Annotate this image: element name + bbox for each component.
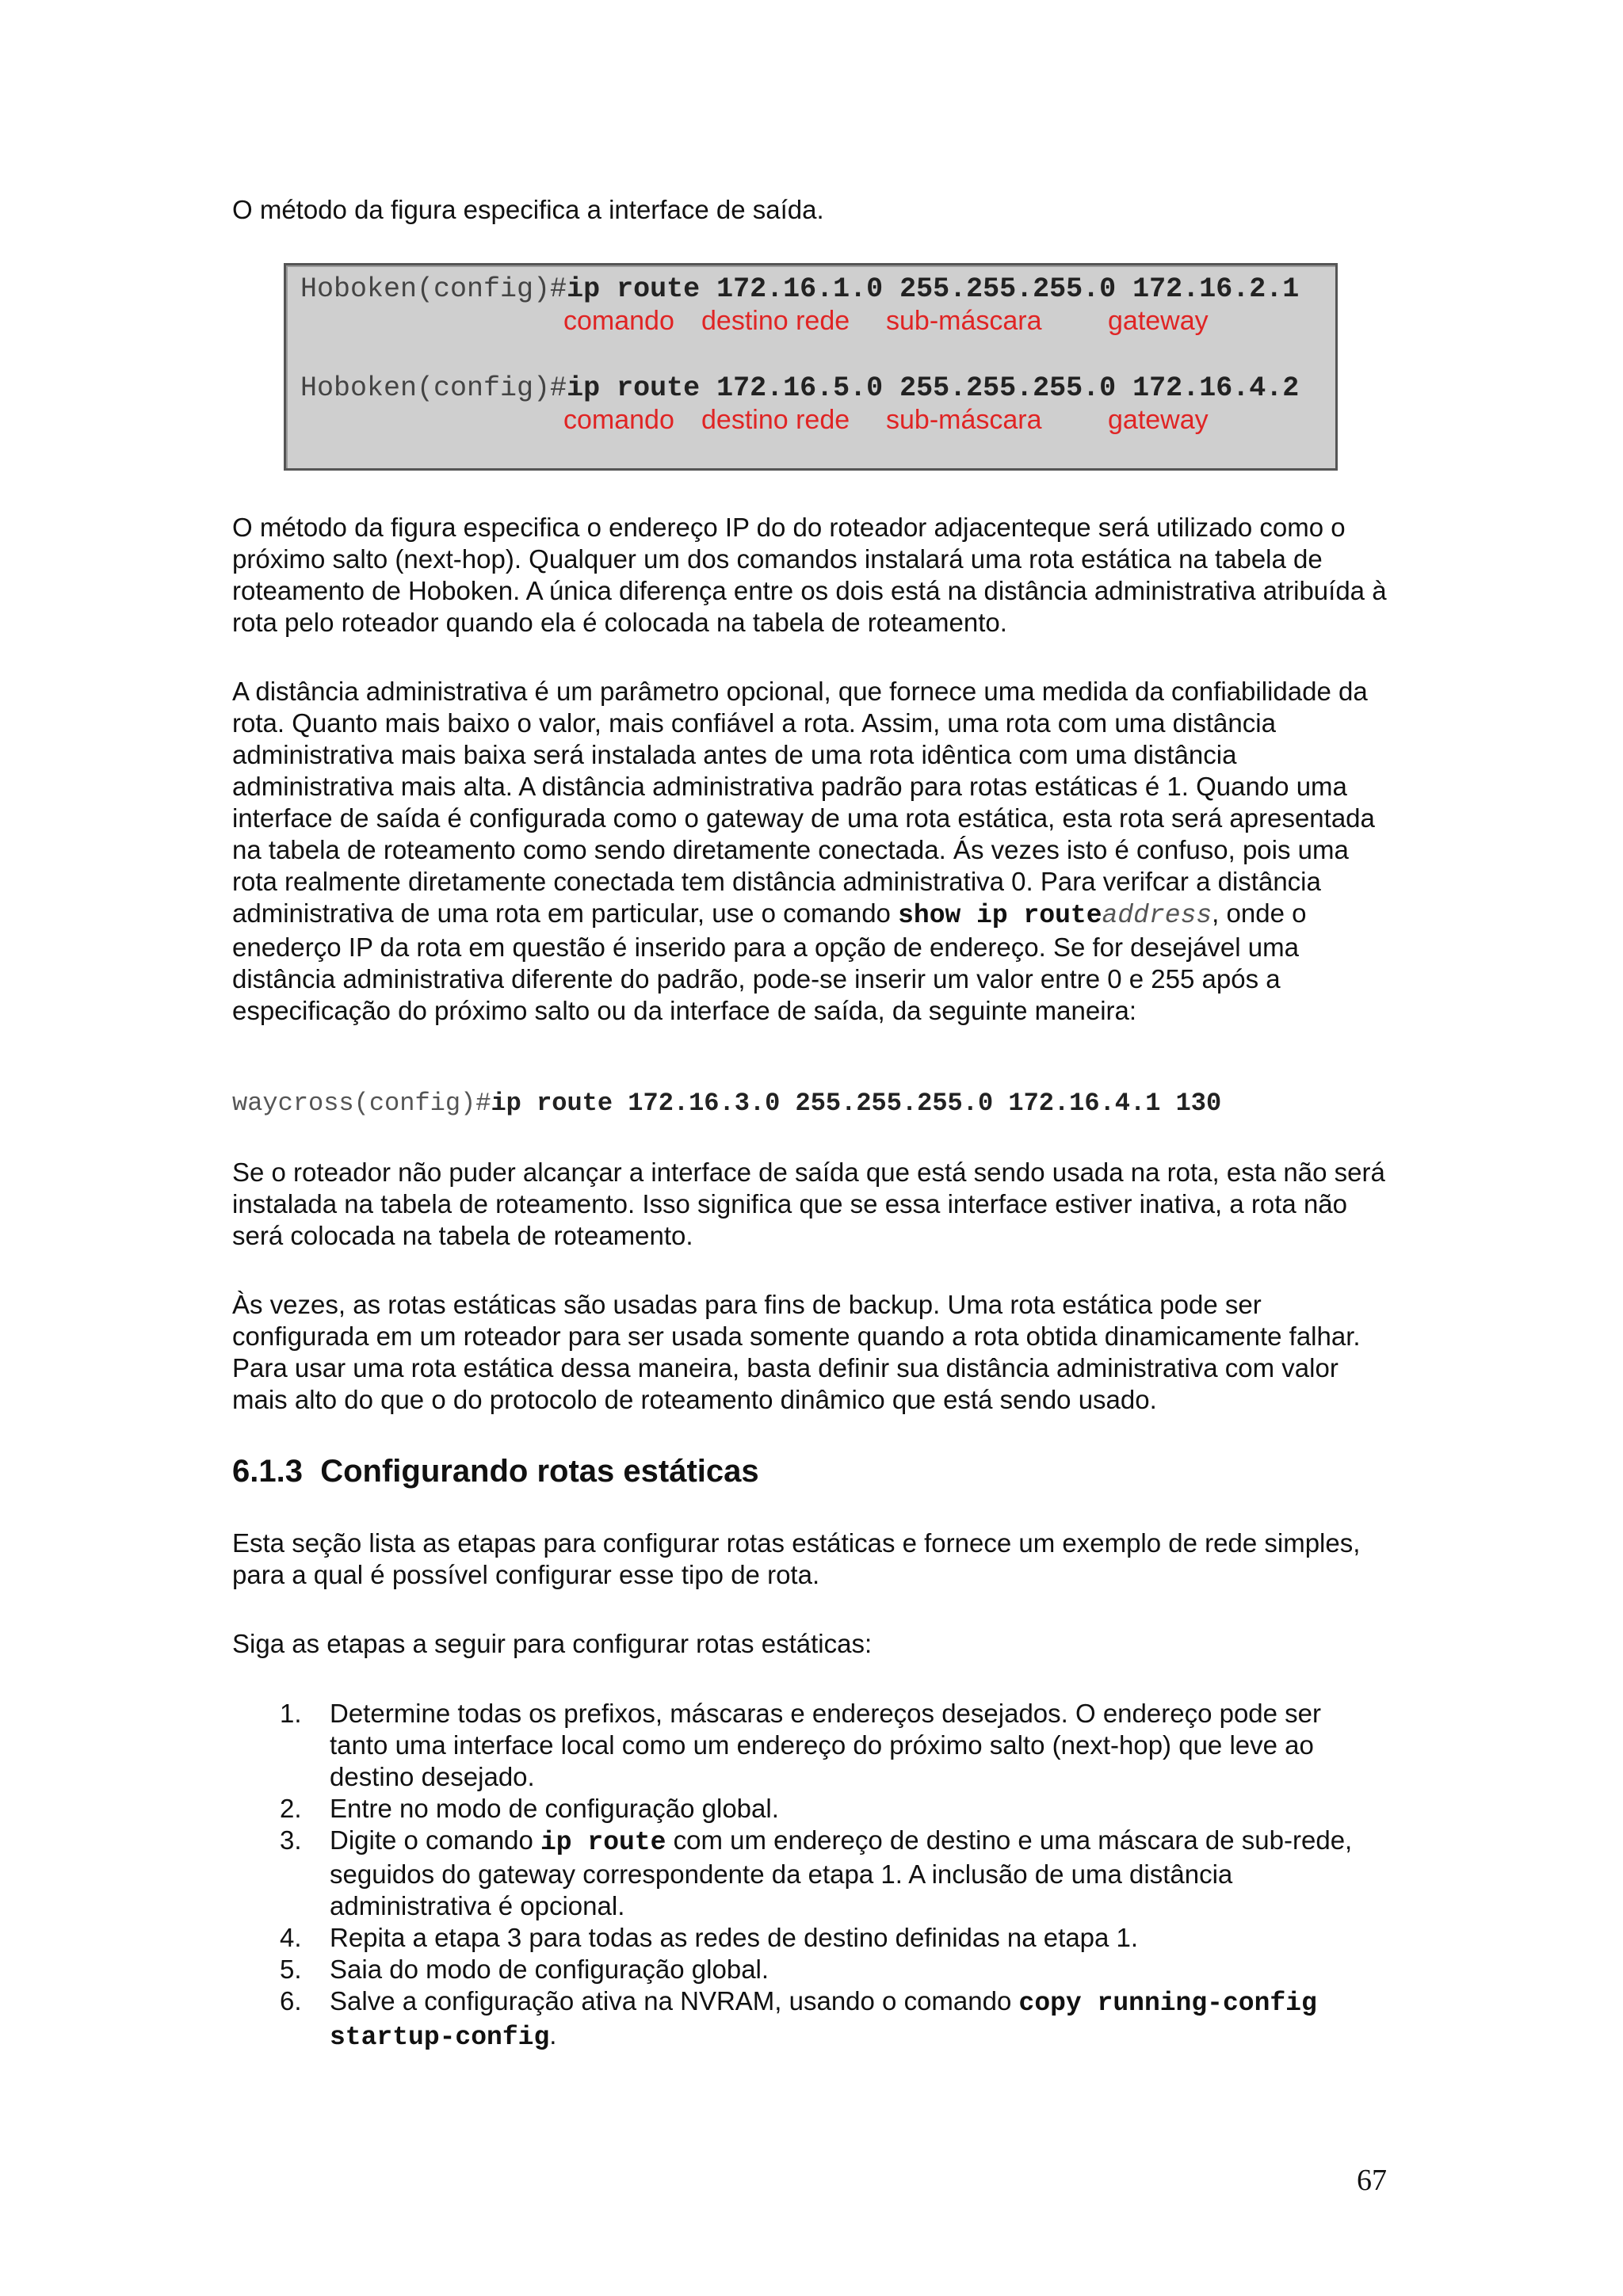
figure-label-mask-2: sub-máscara (886, 405, 1042, 435)
figure-label-gateway-2: gateway (1108, 405, 1209, 435)
list-item: 3. Digite o comando ip route com um endereço de destino e uma máscara de sub-rede, seguidos do gateway correspondente da etapa 1. A inclusão de uma distância administrativa é opcional. (280, 1825, 1353, 1920)
list-item: 2. Entre no modo de configuração global. (280, 1794, 779, 1823)
paragraph-backup-routes: Às vezes, as rotas estáticas são usadas para fins de backup. Uma rota estática pode ser configurada em um roteador para ser usada somente quando a rota obtida dinamicamente falhar. Para usar uma rota estática dessa maneira, basta definir sua distância administrativa com valor mais alto do que o do protocolo de roteamento dinâmico que está sendo usado. (232, 1290, 1361, 1414)
inline-code-ip-route: ip route (540, 1828, 666, 1857)
inline-code-show-ip-route: show ip route (898, 901, 1102, 930)
figure-command-line-1: Hoboken(config)#ip route 172.16.1.0 255.255.255.0 172.16.2.1 (300, 273, 1300, 305)
paragraph-next-hop: O método da figura especifica o endereço IP do do roteador adjacenteque será utilizado como o próximo salto (next-hop). Qualquer um dos comandos instalará uma rota estática na tabela de roteamento de Hoboken. A única diferença entre os dois está na distância administrativa atribuída à rota pelo roteador quando ela é colocada na tabela de roteamento. (232, 513, 1387, 637)
page-number: 67 (1357, 2164, 1387, 2197)
paragraph-section-intro: Esta seção lista as etapas para configurar rotas estáticas e fornece um exemplo de rede simples, para a qual é possível configurar esse tipo de rota. (232, 1528, 1361, 1589)
figure-label-destination-2: destino rede (701, 405, 850, 435)
list-item: 5. Saia do modo de configuração global. (280, 1955, 769, 1984)
inline-code-address-arg: address (1102, 901, 1212, 930)
paragraph-administrative-distance: A distância administrativa é um parâmetro opcional, que fornece uma medida da confiabilidade da rota. Quanto mais baixo o valor, mais confiável a rota. Assim, uma rota com uma distância administrativa mais baixa será instalada antes de uma rota idêntica com uma distância administrativa mais alta. A distância administrativa padrão para rotas estáticas é 1. Quando uma interface de saída é configurada como o gateway de uma rota estática, esta rota será apresentada na tabela de roteamento como sendo diretamente conectada. Ás vezes isto é confuso, pois uma rota realmente diretamente conectada tem distância administrativa 0. Para verifcar a distância administrativa de uma rota em particular, use o comando show ip routeaddress, onde o enederço IP da rota em questão é inserido para a opção de endereço. Se for desejável uma distância administrativa diferente do padrão, pode-se inserir um valor entre 0 e 255 após a especificação do próximo salto ou da interface de saída, da seguinte maneira: (232, 677, 1375, 1025)
list-item: 1. Determine todas os prefixos, máscaras e endereços desejados. O endereço pode ser tanto uma interface local como um endereço do próximo salto (next-hop) que leve ao destino desejado. (280, 1699, 1322, 1791)
paragraph-unreachable-interface: Se o roteador não puder alcançar a interface de saída que está sendo usada na rota, esta não será instalada na tabela de roteamento. Isso significa que se essa interface estiver inativa, a rota não será colocada na tabela de roteamento. (232, 1158, 1385, 1250)
list-item: 6. Salve a configuração ativa na NVRAM, usando o comando copy running-config startup-config. (280, 1986, 1317, 2052)
figure-label-command-1: comando (563, 306, 674, 336)
inline-code-copy-running-config: copy running-config startup-config (330, 1989, 1317, 2052)
intro-paragraph: O método da figura especifica a interface de saída. (232, 195, 824, 224)
figure-label-destination-1: destino rede (701, 306, 850, 336)
figure-label-command-2: comando (563, 405, 674, 435)
figure-label-gateway-1: gateway (1108, 306, 1209, 336)
route-command-figure (284, 263, 1338, 471)
example-command-line: waycross(config)#ip route 172.16.3.0 255.255.255.0 172.16.4.1 130 (232, 1089, 1222, 1118)
figure-command-line-2: Hoboken(config)#ip route 172.16.5.0 255.255.255.0 172.16.4.2 (300, 372, 1300, 404)
figure-label-mask-1: sub-máscara (886, 306, 1042, 336)
list-item: 4. Repita a etapa 3 para todas as redes de destino definidas na etapa 1. (280, 1923, 1139, 1952)
paragraph-steps-intro: Siga as etapas a seguir para configurar rotas estáticas: (232, 1629, 873, 1658)
section-heading: 6.1.3 Configurando rotas estáticas (232, 1454, 759, 1489)
steps-list (232, 1698, 1358, 2054)
